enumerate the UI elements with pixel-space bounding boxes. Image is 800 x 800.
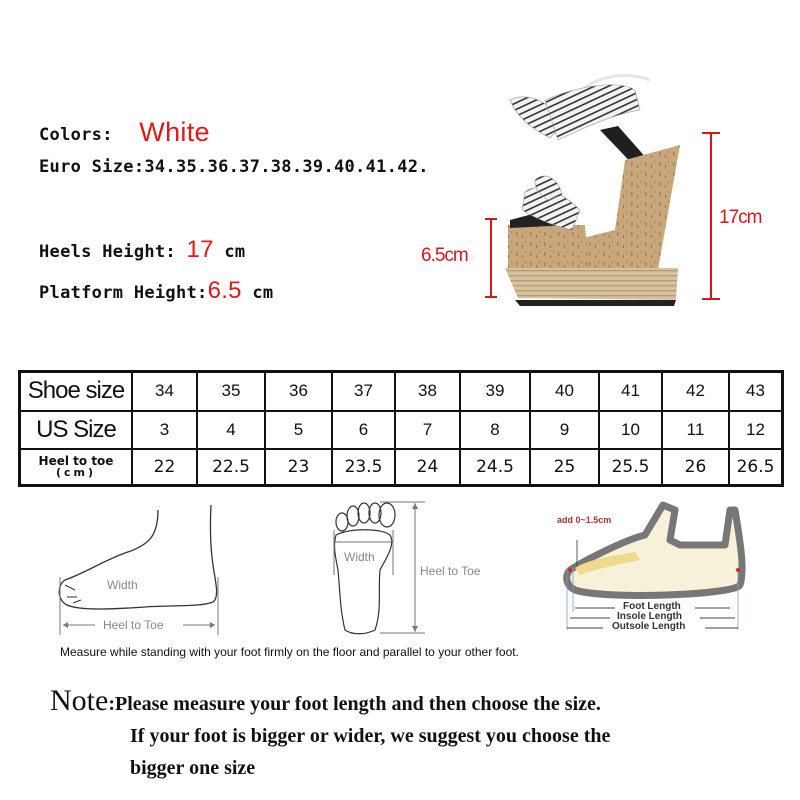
heels-height-value: 17 bbox=[186, 236, 214, 263]
table-cell: 25 bbox=[530, 449, 599, 486]
row-header-heel-to-toe-label: Heel to toe bbox=[38, 453, 114, 468]
heels-height-unit: cm bbox=[224, 242, 246, 262]
table-cell: 22.5 bbox=[197, 449, 265, 486]
table-cell: 39 bbox=[460, 372, 530, 411]
platform-dimension-cap-top bbox=[485, 218, 497, 220]
table-cell: 22 bbox=[132, 449, 197, 486]
outsole-length-label: Outsole Length bbox=[612, 621, 686, 632]
table-cell: 24 bbox=[395, 449, 460, 486]
platform-height-row bbox=[39, 277, 273, 305]
euro-size-row bbox=[39, 157, 429, 177]
table-cell: 26 bbox=[662, 449, 729, 486]
table-cell: 7 bbox=[395, 411, 460, 449]
row-header-us-size: US Size bbox=[20, 411, 133, 449]
table-cell: 36 bbox=[265, 372, 332, 411]
table-cell: 23 bbox=[265, 449, 332, 486]
note-section: Note:Please measure your foot length and then choose the size. If your foot is bigger or wider, we suggest you choose the bigger one size bbox=[50, 684, 780, 784]
table-cell: 6 bbox=[332, 411, 395, 449]
top-foot-diagram bbox=[330, 500, 510, 640]
heels-height-label: Heels Height: bbox=[39, 242, 176, 262]
platform-height-label: Platform Height: bbox=[39, 283, 208, 303]
add-allowance-label: add 0~1.5cm bbox=[557, 515, 612, 525]
platform-dimension-label: 6.5cm bbox=[421, 245, 468, 266]
heel-dimension-cap-bottom bbox=[702, 298, 720, 300]
table-cell: 34 bbox=[132, 372, 197, 411]
table-cell: 3 bbox=[132, 411, 197, 449]
table-cell: 25.5 bbox=[599, 449, 662, 486]
size-chart-table bbox=[18, 370, 784, 487]
table-row-heel-to-toe bbox=[20, 449, 783, 486]
side-foot-length-label: Heel to Toe bbox=[103, 618, 164, 632]
table-cell: 26.5 bbox=[729, 449, 783, 486]
table-cell: 4 bbox=[197, 411, 265, 449]
table-row-shoe-size bbox=[20, 372, 783, 411]
foot-length-label: Foot Length bbox=[623, 601, 681, 612]
shoe-section-diagram bbox=[545, 500, 765, 640]
table-cell: 43 bbox=[729, 372, 783, 411]
platform-height-value: 6.5 bbox=[207, 277, 242, 304]
side-foot-width-label: Width bbox=[107, 578, 138, 592]
table-cell: 8 bbox=[460, 411, 530, 449]
table-cell: 12 bbox=[729, 411, 783, 449]
insole-length-label: Insole Length bbox=[617, 611, 682, 622]
euro-size-label: Euro Size: bbox=[39, 157, 145, 177]
wedge-sandal-illustration bbox=[500, 30, 700, 310]
table-row-us-size bbox=[20, 411, 783, 449]
colors-row bbox=[39, 116, 210, 147]
note-title: Note bbox=[50, 684, 109, 717]
heel-dimension-bar bbox=[710, 132, 712, 300]
colors-value: White bbox=[139, 117, 210, 147]
top-foot-width-label: Width bbox=[344, 550, 375, 564]
top-foot-length-label: Heel to Toe bbox=[420, 564, 481, 578]
heels-height-row bbox=[39, 236, 245, 264]
table-cell: 11 bbox=[662, 411, 729, 449]
platform-height-unit: cm bbox=[252, 283, 274, 303]
table-cell: 23.5 bbox=[332, 449, 395, 486]
table-cell: 41 bbox=[599, 372, 662, 411]
table-cell: 10 bbox=[599, 411, 662, 449]
platform-dimension-bar bbox=[490, 218, 492, 298]
side-foot-diagram bbox=[55, 505, 235, 640]
table-cell: 24.5 bbox=[460, 449, 530, 486]
table-cell: 9 bbox=[530, 411, 599, 449]
table-cell: 35 bbox=[197, 372, 265, 411]
euro-size-value: 34.35.36.37.38.39.40.41.42. bbox=[144, 157, 429, 177]
product-image bbox=[500, 30, 700, 310]
note-line-3: bigger one size bbox=[130, 757, 256, 779]
row-header-heel-to-toe-unit: (cm) bbox=[55, 465, 97, 479]
note-line-2: If your foot is bigger or wider, we suggest you choose the bbox=[130, 725, 611, 747]
colors-label: Colors: bbox=[39, 125, 113, 145]
table-cell: 38 bbox=[395, 372, 460, 411]
heel-dimension-cap-top bbox=[702, 132, 720, 134]
table-cell: 5 bbox=[265, 411, 332, 449]
table-cell: 40 bbox=[530, 372, 599, 411]
note-line-1: Please measure your foot length and then choose the size. bbox=[115, 693, 601, 715]
measurement-caption: Measure while standing with your foot firmly on the floor and parallel to your other foot. bbox=[60, 645, 519, 659]
table-cell: 42 bbox=[662, 372, 729, 411]
row-header-heel-to-toe bbox=[20, 449, 133, 486]
platform-dimension-cap-bottom bbox=[485, 296, 497, 298]
row-header-shoe-size: Shoe size bbox=[20, 372, 133, 411]
table-cell: 37 bbox=[332, 372, 395, 411]
heel-dimension-label: 17cm bbox=[719, 207, 762, 228]
